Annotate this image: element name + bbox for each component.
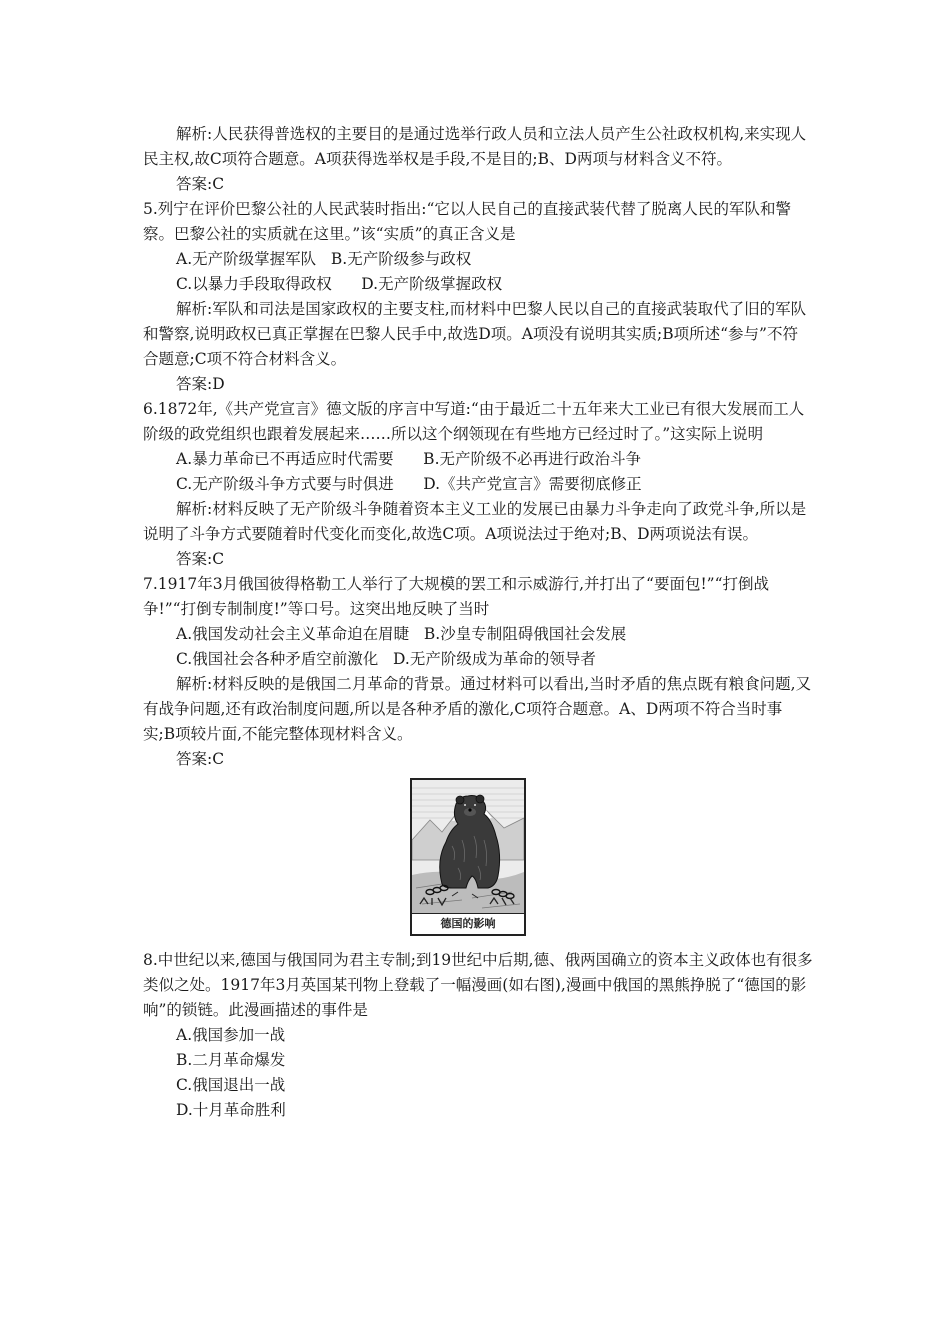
- option-line: C.以暴力手段取得政权 D.无产阶级掌握政权: [176, 275, 503, 293]
- option-line: C.俄国社会各种矛盾空前激化 D.无产阶级成为革命的领导者: [176, 650, 596, 668]
- analysis-paragraph: 解析:材料反映了无产阶级斗争随着资本主义工业的发展已由暴力斗争走向了政党斗争,所以是说明了斗争方式要随着时代变化而变化,故选C项。A项说法过于绝对;B、D两项说法有误。: [143, 500, 807, 543]
- question-5: 5.列宁在评价巴黎公社的人民武装时指出:“它以人民自己的直接武装代替了脱离人民的军队和警察。巴黎公社的实质就在这里。”该“实质”的真正含义是: [143, 200, 791, 243]
- document-content: [143, 122, 813, 1123]
- analysis-paragraph: 解析:军队和司法是国家政权的主要支柱,而材料中巴黎人民以自己的直接武装取代了旧的军队和警察,说明政权已真正掌握在巴黎人民手中,故选D项。A项没有说明其实质;B项所述“参与”不符合题意;C项不符合材料含义。: [143, 300, 807, 368]
- answer-line: 答案:D: [176, 375, 225, 393]
- analysis-paragraph: 解析:人民获得普选权的主要目的是通过选举行政人员和立法人员产生公社政权机构,来实现人民主权,故C项符合题意。A项获得选举权是手段,不是目的;B、D两项与材料含义不符。: [143, 125, 807, 168]
- question-6: 6.1872年,《共产党宣言》德文版的序言中写道:“由于最近二十五年来大工业已有很大发展而工人阶级的政党组织也跟着发展起来……所以这个纲领现在有些地方已经过时了。”这实际上说明: [143, 400, 805, 443]
- option-line: A.暴力革命已不再适应时代需要 B.无产阶级不必再进行政治斗争: [176, 450, 642, 468]
- analysis-paragraph: 解析:材料反映的是俄国二月革命的背景。通过材料可以看出,当时矛盾的焦点既有粮食问题,又有战争问题,还有政治制度问题,所以是各种矛盾的激化,C项符合题意。A、D两项不符合当时事实;B项较片面,不能完整体现材料含义。: [143, 675, 812, 743]
- question-8: 8.中世纪以来,德国与俄国同为君主专制;到19世纪中后期,德、俄两国确立的资本主义政体也有很多类似之处。1917年3月英国某刊物上登载了一幅漫画(如右图),漫画中俄国的黑熊挣脱了“德国的影响”的锁链。此漫画描述的事件是: [143, 951, 813, 1019]
- figure-container: [143, 774, 813, 946]
- option-line: A.无产阶级掌握军队 B.无产阶级参与政权: [176, 250, 472, 268]
- option-d: D.十月革命胜利: [176, 1101, 286, 1119]
- option-c: C.俄国退出一战: [176, 1076, 286, 1094]
- cartoon-figure: [410, 778, 526, 936]
- figure-caption: 德国的影响: [412, 913, 524, 934]
- option-b: B.二月革命爆发: [176, 1051, 286, 1069]
- option-line: A.俄国发动社会主义革命迫在眉睫 B.沙皇专制阻碍俄国社会发展: [176, 625, 627, 643]
- question-7: 7.1917年3月俄国彼得格勒工人举行了大规模的罢工和示威游行,并打出了“要面包!”“打倒战争!”“打倒专制制度!”等口号。这突出地反映了当时: [143, 575, 770, 618]
- answer-line: 答案:C: [176, 550, 225, 568]
- answer-line: 答案:C: [176, 750, 225, 768]
- answer-line: 答案:C: [176, 175, 225, 193]
- bear-cartoon-illustration: [412, 780, 524, 914]
- option-a: A.俄国参加一战: [176, 1026, 286, 1044]
- option-line: C.无产阶级斗争方式要与时俱进 D.《共产党宣言》需要彻底修正: [176, 475, 642, 493]
